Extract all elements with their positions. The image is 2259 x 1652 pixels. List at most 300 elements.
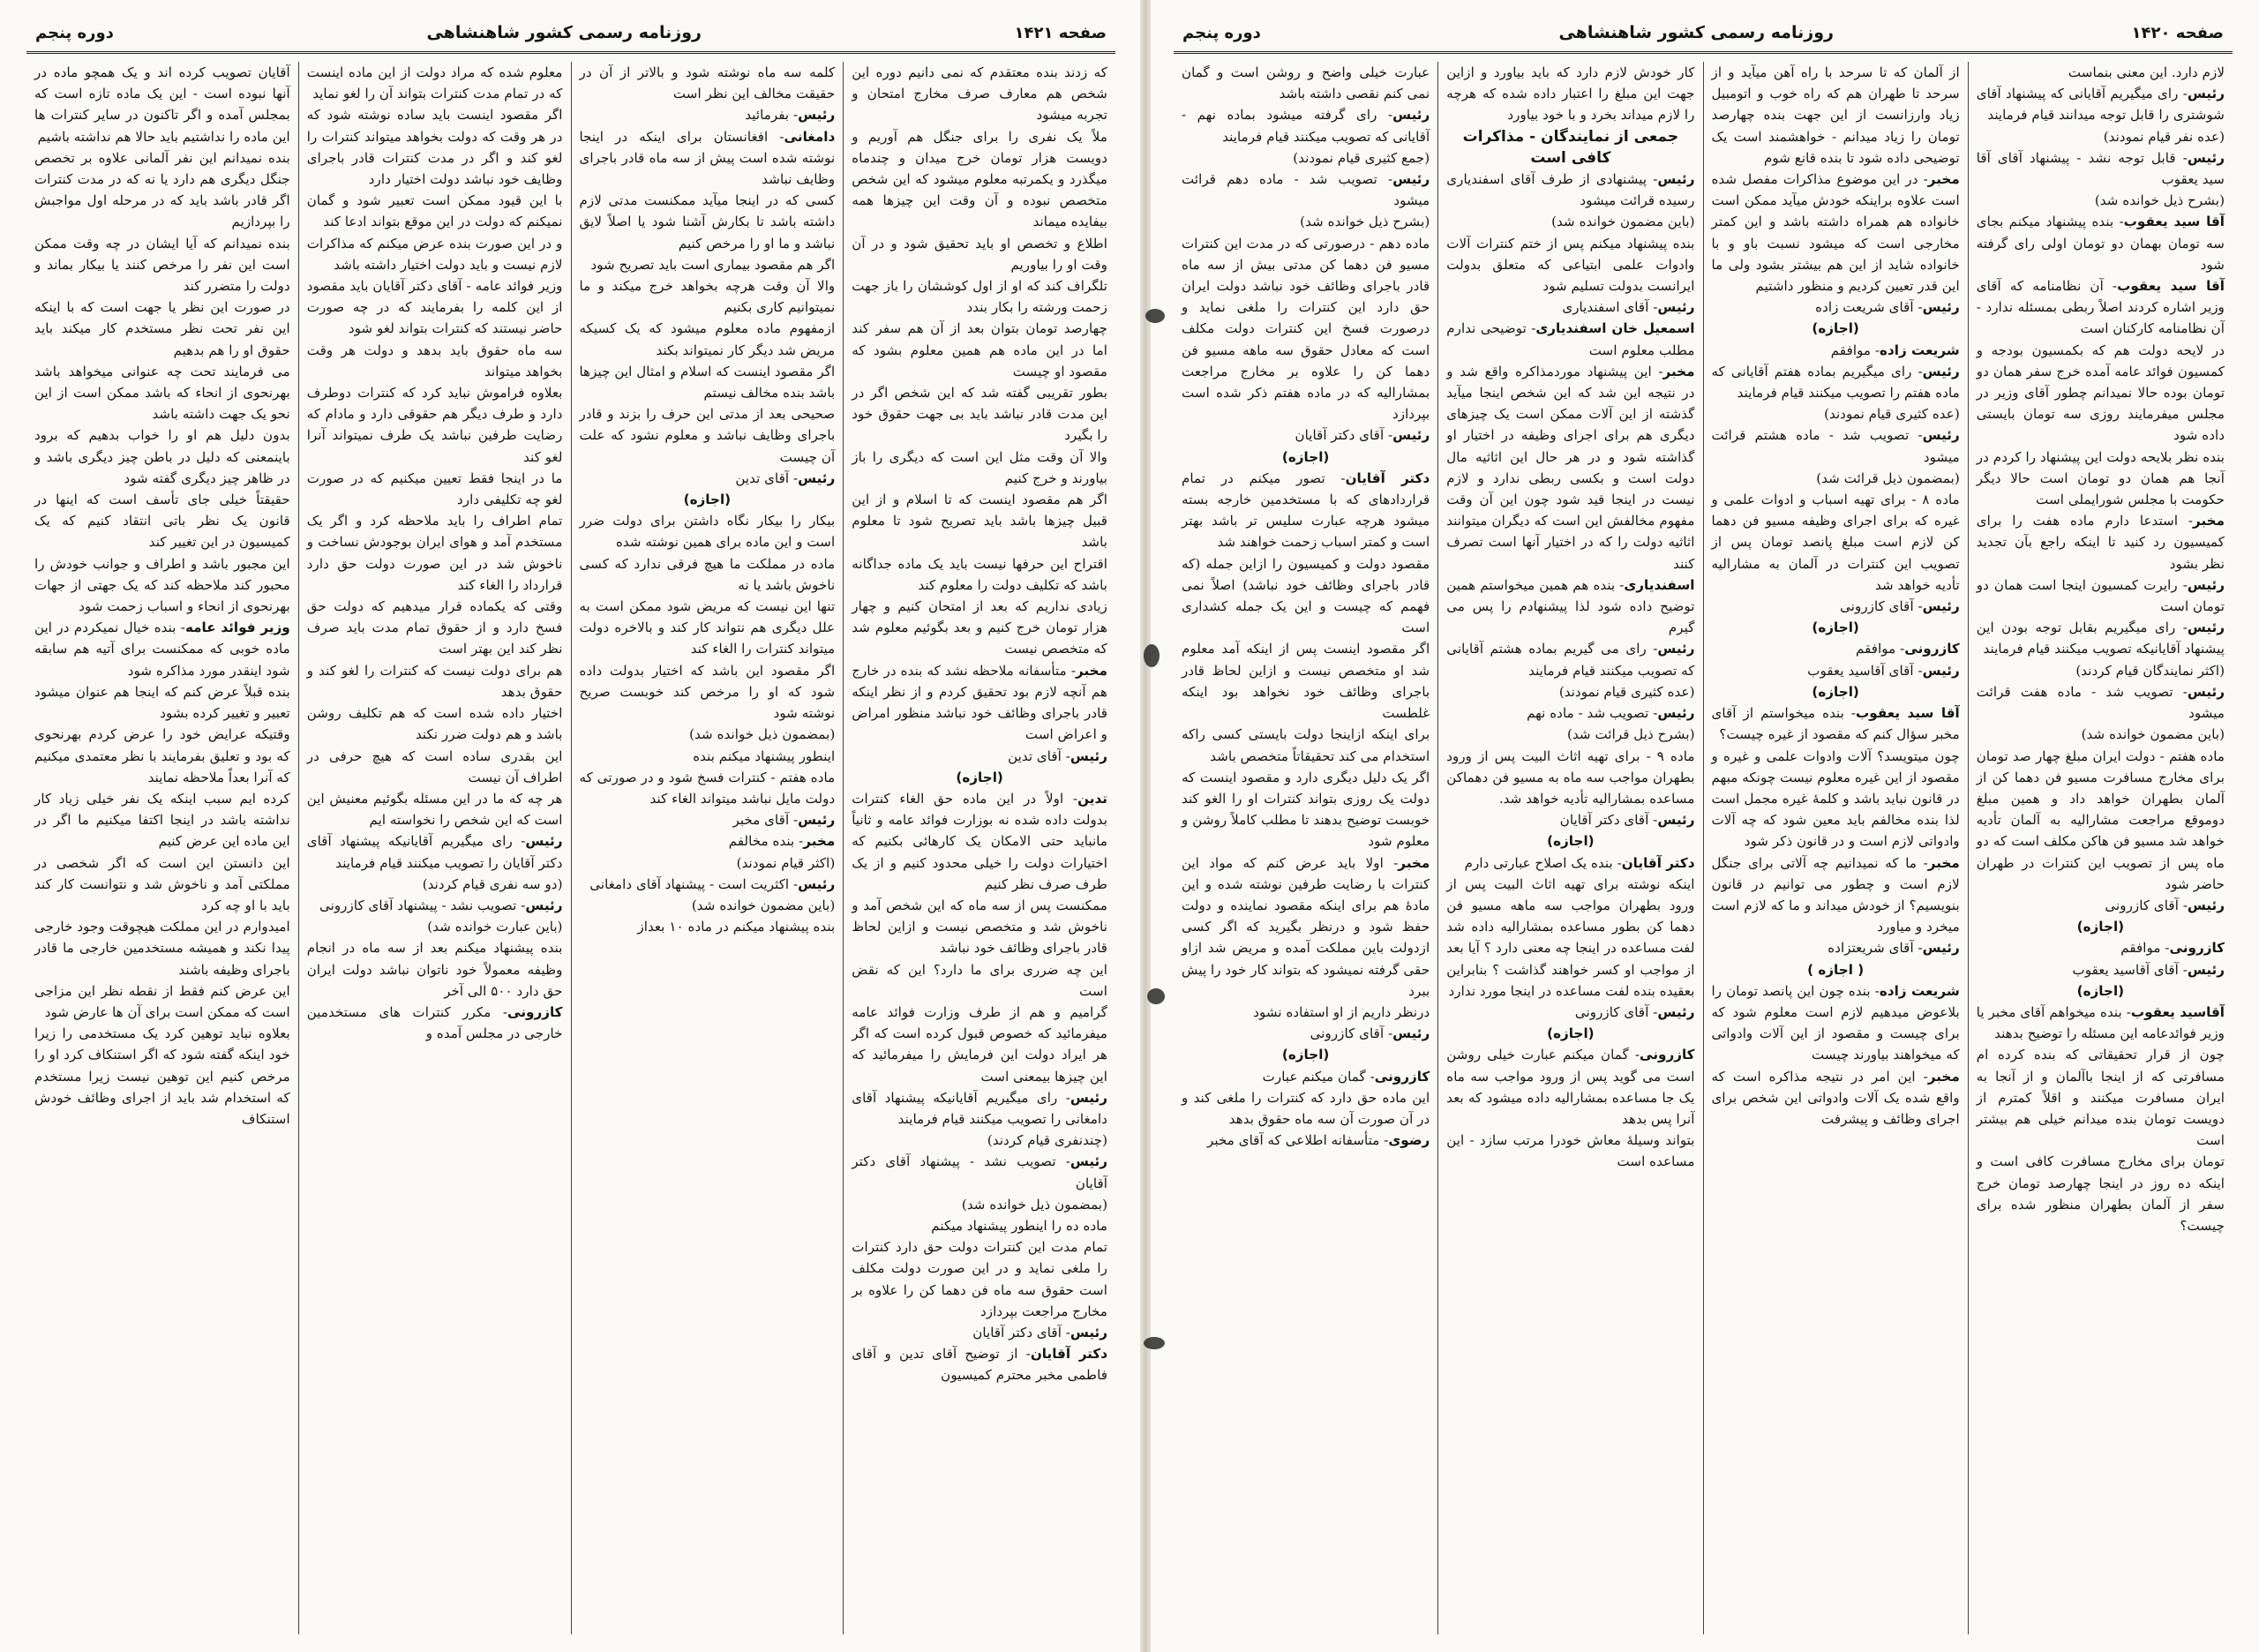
paragraph bbox=[852, 1194, 1107, 1215]
paragraph-text: ماده در مملکت ما هیچ فرقی ندارد که کسی ناخوش باشد یا نه bbox=[579, 555, 836, 593]
paragraph-text: - گمان میکنم عبارت خیلی روشن است می گوید پس از ورود مواجب سه ماه یک جا مساعده بمشارالیه داده میشود که بعد آنرا پس بدهد bbox=[1446, 1047, 1695, 1127]
paragraph-text: ماده ده را اینطور پیشنهاد میکنم bbox=[931, 1217, 1107, 1234]
paragraph-text: - موافقم bbox=[1856, 641, 1905, 657]
paragraph bbox=[1446, 211, 1694, 232]
paragraph bbox=[1182, 1087, 1430, 1130]
paragraph-text: - اکثریت است - پیشنهاد آقای دامغانی bbox=[589, 875, 799, 892]
paragraph bbox=[1446, 874, 1694, 1002]
paragraph bbox=[852, 382, 1107, 447]
paragraph bbox=[1182, 852, 1430, 1002]
paragraph-text: زیادی نداریم که بعد از امتحان کنیم و چهار هزار تومان خرج کنیم و بعد بگوئیم معلوم شد که متخصص نیست bbox=[852, 598, 1107, 657]
paragraph bbox=[1712, 852, 1960, 938]
paragraph bbox=[580, 767, 836, 809]
paragraph-text: اطلاع و تخصص او باید تحقیق شود و در آن وقت او را بیاوریم bbox=[852, 235, 1107, 273]
paragraph bbox=[1182, 638, 1430, 724]
paragraph-text: بنده نظر بلایحه دولت این پیشنهاد را کردم در آنجا هم همان دو تومان است حالا دیگر حکومت با مجلس شورایملی است bbox=[1976, 448, 2225, 508]
permission-note: (اجازه) bbox=[1812, 320, 1859, 337]
paragraph-text: تمام مدت این کنترات دولت حق دارد کنترات را ملغی نماید و در این صورت دولت مکلف است حقوق سه ماه فن دهما کن را علاوه بر مخارج مراجعت بپردازد bbox=[852, 1239, 1107, 1319]
paragraph bbox=[307, 895, 563, 916]
paragraph-text: اینطور پیشنهاد میکنم بنده bbox=[693, 747, 836, 764]
paragraph-text: (دو سه نفری قیام کردند) bbox=[422, 875, 563, 892]
paragraph-text: در لایحه دولت هم که بکمسیون بودجه و کمسیون فوائد عامه آمده خرج سفر همان دو تومان بوده حالا نمیدانم چطور آقای وزیر در مجلس میفرمایند روزی سه تومان بایستی داده شود bbox=[1976, 342, 2225, 444]
paragraph-text: (باین مضمون خوانده شد) bbox=[1551, 214, 1695, 230]
text-column bbox=[299, 62, 572, 1634]
paragraph bbox=[580, 62, 836, 104]
paragraph-text: (بمضمون ذیل قرائت شد) bbox=[1816, 469, 1960, 486]
paragraph-text: گرامیم و هم از طرف وزارت فوائد عامه میفرمائید که خصوص قبول کرده است که اگر هر ایراد دولت این فرمایش را میفرمائید که این چیزها بیمعنی است bbox=[852, 1003, 1107, 1085]
paragraph-text: - آقای دکتر آقایان bbox=[1295, 427, 1393, 444]
paragraph-text: بنده پیشنهاد میکنم پس از ختم کنترات آلات وادوات علمی ابتیاعی که متعلق بدولت ایرانست بدولت تسلیم شود bbox=[1446, 235, 1695, 295]
paragraph-text: - موافقم bbox=[1830, 342, 1880, 358]
paragraph-text: و در این صورت بنده عرض میکنم که مذاکرات لازم نیست و باید دولت اختیار داشته باشد bbox=[306, 235, 563, 273]
paragraph-text: - آن نظامنامه که آقای وزیر اشاره کردند اصلاً ربطی بمسئله ندارد - آن نظامنامه کارکنان است bbox=[1976, 278, 2225, 337]
speaker-name: رئیس bbox=[798, 107, 836, 124]
paragraph bbox=[34, 233, 290, 297]
paragraph-text: در صورت این نظر یا جهت است که با اینکه این نفر تحت نظر مستخدم کار میکند باید حقوق او را هم بدهیم bbox=[34, 299, 290, 358]
paragraph bbox=[307, 702, 563, 745]
paragraph bbox=[1182, 104, 1430, 146]
speaker-name: شریعت زاده bbox=[1880, 342, 1960, 358]
paragraph bbox=[852, 1130, 1107, 1151]
paragraph bbox=[1446, 574, 1694, 639]
left-header-rule bbox=[26, 51, 1115, 54]
paragraph-text: - در این موضوع مذاکرات مفصل شده است علاوه براینکه خودش میآید ممکن است خانواده هم همراه داشته باشد و این کمتر مخارجی است که میشود نسبت باو و با خانواده شاید از این هم بیشتر بشود ولی ما این قدر تعیین کردیم و منظور داشتیم bbox=[1711, 171, 1960, 295]
paragraph bbox=[1446, 1044, 1694, 1130]
paragraph bbox=[852, 788, 1107, 895]
paragraph-text: آقایان تصویب کرده اند و یک همچو ماده در آنها نبوده است - این یک ماده تازه است که بمجلس آمده و اگر تاکنون در سایر کنترات ها این ماده را نداشتیم باید حالا هم نداشته باشیم bbox=[34, 64, 290, 145]
paragraph bbox=[307, 382, 563, 468]
paragraph-text: - تصویب نشد - پیشنهاد آقای کازرونی bbox=[319, 897, 526, 913]
paragraph-text: - آقای کازرونی bbox=[2105, 897, 2188, 913]
paragraph bbox=[852, 596, 1107, 660]
paragraph-text: هر چه که ما در این مسئله بگوئیم معنیش این است که این شخص را نخواسته ایم bbox=[306, 790, 563, 829]
paragraph-text: - رایرت کمسیون اینجا است همان دو تومان است bbox=[1976, 576, 2225, 615]
paragraph-text: اگر مقصود اینست که اسلام و امثال این چیزها باشد بنده مخالف نیستم bbox=[579, 363, 836, 402]
paragraph-text: - تصویب شد - ماده نهم bbox=[1527, 705, 1658, 722]
paragraph-text: - مکرر کنترات های مستخدمین خارجی در مجلس آمده و bbox=[306, 1003, 563, 1042]
paragraph bbox=[580, 468, 836, 489]
paragraph bbox=[1977, 340, 2225, 447]
paragraph-text: کار خودش لازم دارد که باید بیاورد و ازاین جهت این مبلغ را اعتبار داده شده که هرچه را لازم میداند بخرد و با خود بیاورد bbox=[1446, 64, 1695, 124]
paragraph bbox=[852, 1322, 1107, 1343]
permission-note: (اجازه) bbox=[2076, 982, 2125, 999]
paragraph-text: - اولا باید عرض کنم که مواد این کنترات با رضایت طرفین نوشته شده و این مادهٔ هم برای اینکه مقصود نماینده و دولت حفظ شود و درنظر بگیرید که اگر کسی ازدولت باین مملکت آمده و مریض شد ازاو حقی گرفته نمیشود که بتواند کار خود را پیش ببرد bbox=[1182, 854, 1430, 999]
speaker-name: کازرونی bbox=[2169, 940, 2225, 957]
paragraph bbox=[1712, 596, 1960, 617]
section-heading: جمعی از نمایندگان - مذاکرات کافی است bbox=[1462, 127, 1679, 167]
paragraph bbox=[34, 681, 290, 724]
paragraph bbox=[1712, 1066, 1960, 1130]
paragraph-text: چهارصد تومان بتوان بعد از آن هم سفر کند اما در این ماده هم همین معلوم بشود که مقصود او چیست bbox=[852, 320, 1107, 379]
paragraph bbox=[1182, 468, 1430, 553]
right-page bbox=[1147, 0, 2259, 1652]
left-edition: دوره پنجم bbox=[35, 23, 114, 42]
paragraph bbox=[1712, 937, 1960, 958]
paragraph-text: وقتیکه عرایض خود را عرض کردم بهرنحوی که بود و تعلیق بفرمایند با نظر معتمدی میکنیم که آنرا بعداً ملاحظه نمایند bbox=[34, 726, 290, 785]
speaker-name: رئیس bbox=[1657, 641, 1695, 657]
paragraph bbox=[1712, 297, 1960, 318]
paragraph bbox=[34, 553, 290, 618]
paragraph bbox=[1977, 147, 2225, 190]
speaker-name: شریعت زاده bbox=[1879, 982, 1960, 999]
paragraph bbox=[307, 937, 563, 1002]
paragraph bbox=[580, 724, 836, 745]
paragraph bbox=[1712, 980, 1960, 1066]
paragraph bbox=[580, 895, 836, 916]
paragraph bbox=[1712, 403, 1960, 424]
paragraph bbox=[1712, 638, 1960, 659]
paragraph-text: این ماده حق دارد که کنترات را ملغی کند و در آن صورت آن سه ماه حقوق بدهد bbox=[1182, 1089, 1430, 1127]
paragraph bbox=[852, 275, 1107, 318]
paragraph-text: می فرمایند تحت چه عنوانی میخواهد باشد بهرنحوی از انحاء که باشد ممکن است از این نحو یک جهت داشته باشد bbox=[34, 363, 290, 423]
text-column bbox=[1438, 62, 1703, 1634]
speaker-name: وزیر فوائد عامه bbox=[184, 620, 290, 636]
paragraph-text: والا آن وقت مثل این است که دیگری را باز بیاورند و خرج کنیم bbox=[852, 448, 1107, 486]
paragraph bbox=[1977, 1002, 2225, 1044]
paragraph bbox=[1977, 937, 2225, 958]
paragraph-text: - از توضیح آقای تدین و آقای فاطمی مخبر محترم کمیسیون bbox=[852, 1346, 1107, 1384]
paragraph-text: وزیر فوائد عامه - آقای دکتر آقایان باید مقصود از این کلمه را بفرمایند که در چه صورت حاضر نیستند که کنترات بتواند لغو شود bbox=[306, 278, 563, 337]
paragraph bbox=[852, 1002, 1107, 1087]
paragraph bbox=[1977, 660, 2225, 681]
paragraph-text: تمام اطراف را باید ملاحظه کرد و اگر یک مستخدم آمد و هوای ایران بوجودش نساخت و ناخوش شد در این صورت دولت حق دارد قرارداد را الغاء کند bbox=[306, 513, 563, 593]
left-columns bbox=[26, 62, 1115, 1634]
paragraph bbox=[580, 660, 836, 725]
paragraph bbox=[1446, 169, 1694, 211]
paragraph bbox=[1446, 62, 1694, 126]
paragraph-text: - رای میگیریم آقایانیکه پیشنهاد آقای دکتر آقایان را تصویب میکنند قیام فرمایند bbox=[306, 833, 563, 871]
paragraph bbox=[852, 126, 1107, 233]
paragraph-text: - تصور میکنم در تمام قراردادهای که با مستخدمین خارجه بسته میشود هرچه عبارت سلیس تر باشد بهتر است و کمتر اسباب زحمت خواهند شد bbox=[1182, 469, 1430, 551]
paragraph bbox=[1977, 1151, 2225, 1236]
permission-note: (اجازه) bbox=[956, 769, 1003, 785]
speaker-name: رئیس bbox=[2187, 683, 2225, 700]
right-page-number: صفحه ۱۴۲۰ bbox=[2131, 23, 2224, 42]
paragraph bbox=[307, 660, 563, 702]
paragraph-text: تنها این نیست که مریض شود ممکن است به علل دیگری هم نتواند کار کند و بالاخره دولت میتواند کنترات را الغاء کند bbox=[579, 598, 836, 657]
paragraph-text: کلمه سه ماه نوشته شود و بالاتر از آن در حقیقت مخالف این نظر است bbox=[579, 64, 836, 102]
paragraph bbox=[307, 190, 563, 232]
paragraph-text: امیدوارم در این مملکت هیچوقت وجود خارجی پیدا نکند و همیشه مستخدمین خارجی ما قادر باجرای وظیفه باشند bbox=[34, 919, 290, 978]
paragraph-text: - آقای آقاسید یعقوب bbox=[2072, 961, 2188, 978]
paragraph-text: هم برای دولت نیست که کنترات را لغو کند و حقوق بدهد bbox=[306, 662, 563, 700]
paragraph bbox=[580, 361, 836, 403]
paragraph-text: ماده دهم - درصورتی که در مدت این کنترات مسیو فن دهما کن مدتی بیش از سه ماه قادر باجرای وظائف خود نباشد دولت ایران حق دارد این کنترات را ملغی نماید و درصورت فسخ این کنترات دولت مکلف است که معادل حقوق سه ماهه مسیو فن دهما کن را علاوه بر مخارج مراجعت بمشارالیه که در ماده هفتم ذکر شده است بپردازد bbox=[1182, 235, 1430, 423]
paragraph-text: ماده ۸ - برای تهیه اسباب و ادوات علمی و غیره که برای اجرای وظیفه مسیو فن دهما کن لازم است مبلغ پانصد تومان پس از تصویب این کنترات در آلمان به مشارالیه تأدیه خواهد شد bbox=[1711, 492, 1960, 593]
paragraph-text: ما در اینجا فقط تعیین میکنیم که در صورت لغو چه تکلیفی دارد bbox=[306, 469, 563, 508]
paragraph bbox=[1446, 809, 1694, 830]
paragraph bbox=[852, 1151, 1107, 1193]
paragraph bbox=[307, 62, 563, 104]
paragraph bbox=[580, 852, 836, 874]
paragraph-text: صحیحی بعد از مدتی این حرف را بزند و قادر باجرای وظایف نباشد و معلوم نشود که علت آن چیست bbox=[579, 406, 836, 465]
paragraph-text: - موافقم bbox=[2120, 940, 2170, 957]
paragraph bbox=[1977, 126, 2225, 147]
paragraph-text: برای اینکه ازاینجا دولت بایستی کسی راکه استخدام می کند تحقیقاتاً متخصص باشد bbox=[1182, 726, 1430, 764]
paragraph-text: این مجبور باشد و اطراف و جوانب خودش را محبور کند ملاحظه کند که یک جهتی از جهات بهرنحوی از انحاء و اسباب زحمت شود bbox=[34, 555, 290, 615]
paragraph bbox=[1977, 62, 2225, 83]
paragraph-text: (عده کثیری قیام نمودند) bbox=[1824, 406, 1960, 423]
paragraph-text: بدون دلیل هم او را خواب بدهیم که برود باینمعنی که دلیل در باطن چیز دیگری باشد و در ظاهر چیز دیگری گفته شود bbox=[34, 427, 290, 486]
paragraph bbox=[307, 788, 563, 830]
speaker-name: رئیس bbox=[1392, 427, 1430, 444]
paragraph bbox=[34, 788, 290, 852]
paragraph-text: (بمضمون ذیل خوانده شد) bbox=[689, 726, 836, 743]
paragraph bbox=[1977, 724, 2225, 745]
paragraph bbox=[1977, 959, 2225, 980]
right-page-title: روزنامه رسمی کشور شاهنشاهی bbox=[1558, 23, 1834, 42]
paragraph-text: (بشرح ذیل خوانده شد) bbox=[1300, 214, 1430, 230]
paragraph bbox=[1712, 361, 1960, 403]
speaker-name: رئیس bbox=[1922, 598, 1960, 615]
paragraph-text: - تصویب نشد - پیشنهاد آقای دکتر آقایان bbox=[852, 1153, 1107, 1191]
paragraph-text: بیکار را بیکار نگاه داشتن برای دولت ضرر است و این ماده برای همین نوشته شده bbox=[579, 513, 836, 551]
paragraph bbox=[1446, 852, 1694, 874]
permission-note: (اجازه) bbox=[1812, 683, 1859, 700]
paragraph bbox=[1182, 724, 1430, 766]
speaker-name: مخبر bbox=[1398, 854, 1430, 871]
paragraph-text: سه ماه حقوق باید بدهد و دولت هر وقت بخواهد میتواند bbox=[306, 342, 563, 379]
paragraph-text: - رای میگیریم آقایانی که پیشنهاد آقای شوشتری را قابل توجه میدانند قیام فرمایند bbox=[1976, 86, 2225, 124]
paragraph bbox=[34, 62, 290, 147]
paragraph bbox=[1712, 62, 1960, 169]
paragraph-text: - بنده میخواهم آقای مخبر یا وزیر فوائدعامه این مسئله را توضیح بدهند bbox=[1976, 1003, 2225, 1042]
paragraph bbox=[852, 895, 1107, 959]
ink-blot bbox=[1147, 988, 1165, 1004]
paragraph-text: (چندنفری قیام کردند) bbox=[987, 1132, 1107, 1149]
paragraph-text: - استدعا دارم ماده هفت را برای کمیسیون رد کنید تا اینکه راجع بآن تجدید نظر بشود bbox=[1976, 513, 2225, 572]
paragraph bbox=[1712, 660, 1960, 681]
paragraph-text: چون از قرار تحقیقاتی که بنده کرده ام مسافرتی که از اینجا باآلمان و از آنجا به ایران مسافرت میکنند و اقلاً کمترم از دویست تومان بنده میدانم خیلی هم بیشتر است bbox=[1976, 1047, 2225, 1149]
paragraph-text: - آقای کازرونی bbox=[1840, 598, 1923, 615]
paragraph bbox=[1977, 746, 2225, 895]
paragraph bbox=[580, 275, 836, 318]
speaker-name: رئیس bbox=[2187, 620, 2225, 636]
paragraph-text: لازم دارد. این معنی بنماست bbox=[2068, 64, 2225, 80]
paragraph-text: تلگراف کند که او از اول کوششان را باز جهت زحمت ورشته را بکار بندد bbox=[852, 278, 1107, 316]
text-column bbox=[1969, 62, 2233, 1634]
paragraph bbox=[1446, 1002, 1694, 1023]
paragraph-text: چون میتویسد؟ آلات وادوات علمی و غیره و مقصود از این غیره معلوم نیست چونکه مبهم در قانون نباید باشد و کلمهٔ غیره مجمل است لذا بنده مخالفم باید معین شود که چه آلات وادواتی لازم است و در قانون ذکر شود bbox=[1711, 747, 1960, 850]
text-column bbox=[1704, 62, 1969, 1634]
paragraph bbox=[580, 510, 836, 552]
paragraph-text: - قابل توجه نشد - پیشنهاد آقای آقا سید یعقوب bbox=[1976, 149, 2225, 188]
paragraph-text: - آقای شریعتزاده bbox=[1827, 940, 1923, 957]
right-columns bbox=[1174, 62, 2233, 1634]
paragraph bbox=[1182, 1002, 1430, 1023]
paragraph bbox=[307, 830, 563, 873]
speaker-name: آقا سید یعقوب bbox=[2123, 214, 2225, 230]
paragraph bbox=[307, 746, 563, 788]
paragraph bbox=[580, 126, 836, 191]
speaker-name: دامغانی bbox=[784, 128, 836, 145]
paragraph bbox=[307, 233, 563, 275]
speaker-name: رئیس bbox=[1657, 812, 1695, 829]
paragraph-text: والا آن وقت هرچه بخواهد خرج میکند و ما نمیتوانیم کاری بکنیم bbox=[579, 278, 836, 316]
speaker-name: رئیس bbox=[1657, 705, 1695, 722]
paragraph bbox=[307, 916, 563, 937]
paragraph-text: - آقای دکتر آقایان bbox=[972, 1324, 1070, 1340]
paragraph-text: - آقای کازرونی bbox=[1310, 1025, 1393, 1042]
paragraph bbox=[1446, 318, 1694, 360]
paragraph-text: - بنده میخواستم از آقای مخبر سؤال کنم که مقصود از غیره چیست؟ bbox=[1711, 705, 1960, 743]
paragraph-text: بنده نمیدانم که آیا ایشان در چه وقت ممکن است این نفر را مرخص کنند یا بیکار بماند و دولت را متضرر کند bbox=[34, 235, 290, 295]
paragraph bbox=[1182, 767, 1430, 852]
paragraph bbox=[34, 361, 290, 425]
text-column bbox=[26, 62, 299, 1634]
paragraph-text: اگر هم مقصود اینست که تا اسلام و از این قبیل چیزها باشد باید تصریح شود تا معلوم باشد bbox=[852, 492, 1107, 551]
paragraph bbox=[1712, 340, 1960, 361]
paragraph bbox=[580, 809, 836, 830]
speaker-name: رئیس bbox=[2187, 897, 2225, 913]
text-column bbox=[572, 62, 844, 1634]
speaker-name: رئیس bbox=[1069, 1324, 1107, 1340]
paragraph-text: - آقای مخبر bbox=[732, 812, 799, 829]
paragraph bbox=[852, 447, 1107, 489]
paragraph-text: اگر مقصود این باشد که اختیار بدولت داده شود که او را مرخص کند خوبست صریح نوشته شود bbox=[579, 662, 836, 722]
paragraph-text: - پیشنهادی از طرف آقای اسفندیاری رسیده قرائت میشود bbox=[1446, 171, 1695, 209]
speaker-name: رئیس bbox=[1657, 1003, 1695, 1020]
paragraph bbox=[580, 403, 836, 468]
paragraph bbox=[34, 724, 290, 788]
paragraph-text: - رای می گیریم بماده هشتم آقایانی که تصویب میکنند قیام فرمایند bbox=[1446, 641, 1695, 679]
paragraph bbox=[1182, 1066, 1430, 1087]
paragraph bbox=[1977, 574, 2225, 617]
speaker-name: رئیس bbox=[2187, 576, 2225, 593]
paragraph bbox=[1712, 169, 1960, 297]
paragraph-text: وقتی که یکماده قرار میدهیم که دولت حق فسخ دارد و از حقوق تمام مدت باید صرف نظر کند این بهتر است bbox=[306, 598, 563, 657]
paragraph-text: این چه ضرری برای ما دارد؟ این که نقض است bbox=[852, 961, 1107, 999]
speaker-name: مخبر bbox=[1927, 171, 1960, 188]
paragraph-text: - این پیشنهاد موردمذاکره واقع شد و در نتیجه این شد که این شخص اینجا میآید گذشته از این آلات ممکن است یک چیزهای دیگری هم برای اجرای وظیفه در اختیار او گذاشته شود و در هر حال این اثاثیه مال دولت است و بکسی ربطی ندارد و لازم نیست در اینجا قید شود چون این آن وقت مفهوم مخالفش این است که دیگران میتوانند اثاثیه دولت را که در اختیار آنها است تصرف کنند bbox=[1446, 363, 1695, 572]
paragraph bbox=[1977, 510, 2225, 574]
speaker-name: اسفندیاری bbox=[1624, 576, 1695, 593]
paragraph bbox=[580, 916, 836, 937]
paragraph-text: ملاً یک نفری را برای جنگل هم آوریم و دویست هزار تومان خرج میدان و چندماه میگذرد و یکمرتبه معلوم میشود که این شخص متخصص نبوده و آن وقت این چیزها همه بیفایده میماند bbox=[852, 128, 1107, 230]
speaker-name: آقاسید یعقوب bbox=[2130, 1003, 2225, 1020]
permission-note: (اجازه) bbox=[1547, 833, 1595, 850]
paragraph bbox=[34, 147, 290, 233]
paragraph-text: (عده کثیری قیام نمودند) bbox=[1558, 683, 1695, 700]
paragraph-text: ازمفهوم ماده معلوم میشود که یک کسیکه مریض شد دیگر کار نمیتواند بکند bbox=[579, 320, 836, 358]
paragraph-text: بطور تقریبی گفته شد که این شخص اگر در این مدت قادر نباشد باید بی جهت حقوق خود را بگیرد bbox=[852, 385, 1107, 444]
speaker-name: مخبر bbox=[803, 833, 836, 850]
right-edition: دوره پنجم bbox=[1182, 23, 1261, 42]
paragraph-text: - تصویب شد - ماده دهم قرائت میشود bbox=[1182, 171, 1430, 209]
paragraph-text: با این قیود ممکن است تعبیر شود و گمان نمیکنم که دولت در این موقع بتواند ادعا کند bbox=[306, 192, 563, 230]
speaker-name: رئیس bbox=[1392, 171, 1430, 188]
paragraph bbox=[1712, 746, 1960, 852]
left-page-header bbox=[35, 16, 1107, 49]
paragraph bbox=[1182, 1023, 1430, 1044]
paragraph-text: (باین مضمون خوانده شد) bbox=[691, 897, 836, 913]
speaker-name: رئیس bbox=[1922, 427, 1960, 444]
paragraph-text: عبارت خیلی واضح و روشن است و گمان نمی کنم نقصی داشته باشد bbox=[1182, 64, 1430, 102]
speaker-name: دکتر آقایان bbox=[1621, 854, 1695, 871]
paragraph-text: (جمع کثیری قیام نمودند) bbox=[1293, 149, 1430, 166]
paragraph-text: (بشرح ذیل خوانده شد) bbox=[2094, 192, 2225, 209]
paragraph bbox=[1712, 702, 1960, 745]
paragraph-text: بنده پیشنهاد میکنم بعد از سه ماه در انجام وظیفه معمولاً خود ناتوان نباشد دولت ایران حق دارد ۵۰۰ الی آخر bbox=[306, 940, 563, 999]
paragraph bbox=[1182, 1130, 1430, 1151]
paragraph-text: (باین مضمون خوانده شد) bbox=[2081, 726, 2225, 743]
paragraph bbox=[307, 468, 563, 510]
speaker-name: رئیس bbox=[1392, 107, 1430, 124]
paragraph-text: - رای گرفته میشود بماده نهم - آقایانی که تصویب میکنند قیام فرمایند bbox=[1182, 107, 1430, 145]
paragraph bbox=[580, 254, 836, 275]
paragraph bbox=[1446, 297, 1694, 318]
paragraph bbox=[852, 1236, 1107, 1322]
paragraph bbox=[852, 62, 1107, 126]
paragraph-text: بنده قبلاً عرض کنم که اینجا هم عنوان میشود تعبیر و تغییر کرده بشود bbox=[34, 683, 290, 722]
paragraph-text: - بفرمائید bbox=[745, 107, 799, 124]
speaker-name: رئیس bbox=[1069, 1089, 1107, 1106]
paragraph-text: بتواند وسیلهٔ معاش خودرا مرتب سازد - این مساعده است bbox=[1446, 1132, 1695, 1170]
paragraph-text: - تصویب شد - ماده هشتم قرائت میشود bbox=[1711, 427, 1960, 465]
paragraph bbox=[1977, 617, 2225, 659]
paragraph bbox=[580, 830, 836, 852]
paragraph bbox=[1182, 62, 1430, 104]
paragraph-text: - اولاً در این ماده حق الغاء کنترات بدولت داده شده نه بوزارت فوائد عامه و ثانیاً مانباید حتی الامکان یک کارهائی بکنیم که اختیارات دولت را خیلی محدود کنیم و از یک طرف صرف نظر کنیم bbox=[852, 790, 1107, 892]
paragraph-text: بنده پیشنهاد میکنم در ماده ۱۰ بعداز bbox=[637, 919, 836, 935]
paragraph-text: - بنده خیال نمیکردم در این ماده خوبی که ممکنست برای آتیه هم سابقه شود اینقدر مورد مذاکره شود bbox=[34, 620, 290, 679]
paragraph bbox=[1182, 553, 1430, 639]
paragraph-text: ماده هفتم - کنترات فسخ شود و در صورتی که دولت مایل نباشد میتواند الغاء کند bbox=[579, 769, 836, 807]
paragraph bbox=[852, 1215, 1107, 1236]
permission-note: (اجازه) bbox=[1812, 620, 1859, 636]
paragraph bbox=[1712, 489, 1960, 596]
paragraph bbox=[1977, 211, 2225, 275]
paragraph bbox=[1446, 233, 1694, 297]
paragraph bbox=[34, 424, 290, 489]
paragraph bbox=[307, 340, 563, 382]
paragraph-text: (اکثر قیام نمودند) bbox=[736, 854, 836, 871]
paragraph-text: - افغانستان برای اینکه در اینجا نوشته شده است پیش از سه ماه قادر باجرای وظایف نباشد bbox=[579, 128, 836, 188]
ink-blot bbox=[1145, 309, 1165, 323]
paragraph bbox=[307, 510, 563, 596]
paragraph bbox=[1446, 681, 1694, 702]
paragraph bbox=[580, 596, 836, 660]
speaker-name: کازرونی bbox=[1374, 1068, 1430, 1085]
paragraph bbox=[1712, 468, 1960, 489]
speaker-name: رئیس bbox=[1069, 747, 1107, 764]
paragraph-text: - آقای آقاسید یعقوب bbox=[1807, 662, 1923, 679]
right-header-rule bbox=[1174, 51, 2233, 54]
paragraph bbox=[34, 916, 290, 980]
paragraph bbox=[852, 660, 1107, 746]
speaker-name: دکتر آقایان bbox=[1030, 1346, 1107, 1363]
permission-note: (اجازه) bbox=[1547, 1025, 1595, 1042]
speaker-name: رئیس bbox=[798, 469, 836, 486]
paragraph-text: ممکنست پس از سه ماه که این شخص آمد و ناخوش شد و متخصص نیست و ازاین لحاظ قادر باجرای وظائف خود نباشد bbox=[852, 897, 1107, 957]
left-page-number: صفحه ۱۴۲۱ bbox=[1014, 23, 1107, 42]
paragraph bbox=[852, 553, 1107, 596]
speaker-name: مخبر bbox=[1662, 363, 1695, 379]
paragraph bbox=[852, 746, 1107, 767]
permission-note: (اجازه) bbox=[2076, 919, 2125, 935]
paragraph bbox=[1977, 83, 2225, 125]
speaker-name: رئیس bbox=[1922, 940, 1960, 957]
permission-note: (اجازه) bbox=[683, 492, 732, 508]
paragraph bbox=[307, 1002, 563, 1044]
text-column bbox=[844, 62, 1115, 1634]
paragraph bbox=[34, 297, 290, 361]
permission-note: ( اجازه ) bbox=[1807, 961, 1865, 978]
paragraph-text: - تصویب شد - ماده هفت قرائت میشود bbox=[1976, 683, 2225, 722]
paragraph-text: - رای میگیریم آقایانیکه پیشنهاد آقای دامغانی را تصویب میکنند قیام فرمایند bbox=[852, 1089, 1107, 1127]
paragraph bbox=[1977, 275, 2225, 340]
paragraph-text: ماده ۹ - برای تهیه اثاث البیت پس از ورود بطهران مواجب سه ماه به مسیو فن دهماکن مساعده بمشارالیه تأدیه خواهد شد. bbox=[1446, 747, 1695, 807]
